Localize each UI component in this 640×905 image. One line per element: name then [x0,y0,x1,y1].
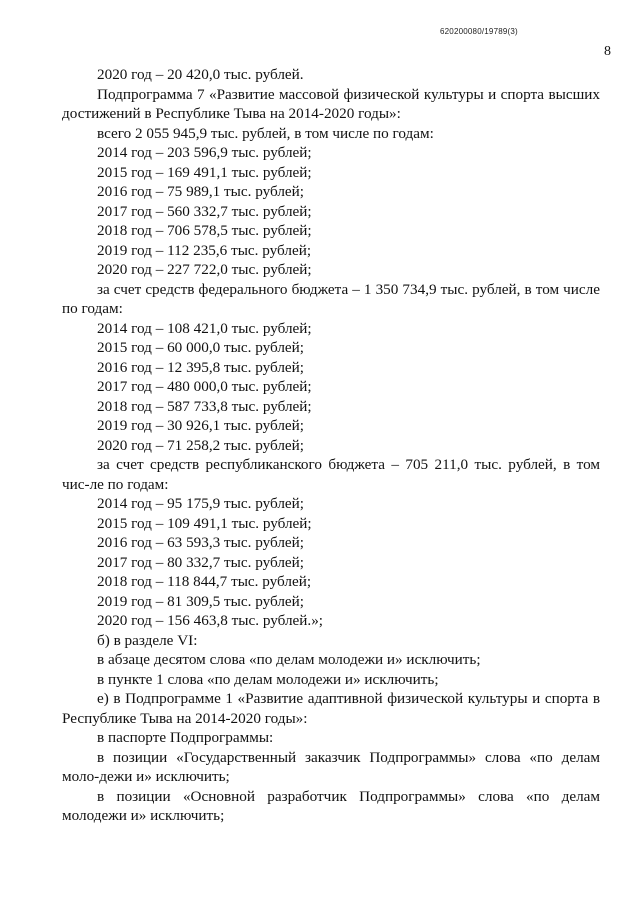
text-line: 2018 год – 118 844,7 тыс. рублей; [97,573,312,590]
text-line: 2016 год – 12 395,8 тыс. рублей; [97,358,305,376]
text-line: е) в Подпрограмме 1 «Развитие адаптивной физической культуры и спорта в Республике Тыва на 2014-2020 годы»: [62,690,600,727]
text-line: б) в разделе VI: [97,631,198,649]
text-line: 2017 год – 560 332,7 тыс. рублей; [97,202,312,220]
document-id: 620200080/19789(3) [440,27,518,36]
text-line: 2020 год – 20 420,0 тыс. рублей. [97,66,304,83]
text-line: 2016 год – 75 989,1 тыс. рублей; [97,183,305,200]
text-line: в позиции «Основной разработчик Подпрограммы» слова «по делам молодежи и» исключить; [62,787,600,824]
text-line: 2018 год – 706 578,5 тыс. рублей; [97,222,312,239]
text-line: 2020 год – 227 722,0 тыс. рублей; [97,261,312,278]
text-line: за счет средств федерального бюджета – 1 350 734,9 тыс. рублей, в том числе по годам: [62,280,600,317]
text-line: 2017 год – 480 000,0 тыс. рублей; [97,378,312,395]
text-line: 2017 год – 80 332,7 тыс. рублей; [97,553,305,571]
text-line: 2016 год – 63 593,3 тыс. рублей; [97,534,305,551]
text-line: в паспорте Подпрограммы: [97,729,274,746]
text-line: 2019 год – 112 235,6 тыс. рублей; [97,241,312,259]
text-line: 2014 год – 203 596,9 тыс. рублей; [97,144,312,161]
text-line: 2015 год – 169 491,1 тыс. рублей; [97,163,312,181]
text-line: в абзаце десятом слова «по делам молодежи и» исключить; [97,651,481,668]
text-line: 2018 год – 587 733,8 тыс. рублей; [97,397,312,415]
text-line: 2015 год – 109 491,1 тыс. рублей; [97,514,312,532]
text-line: всего 2 055 945,9 тыс. рублей, в том числе по годам: [97,124,434,142]
text-line: 2019 год – 81 309,5 тыс. рублей; [97,592,305,610]
text-line: 2015 год – 60 000,0 тыс. рублей; [97,339,305,356]
text-line: 2019 год – 30 926,1 тыс. рублей; [97,417,305,434]
text-line: в позиции «Государственный заказчик Подпрограммы» слова «по делам моло-дежи и» исключить; [62,748,600,785]
text-line: в пункте 1 слова «по делам молодежи и» исключить; [97,670,439,688]
page-number: 8 [604,44,611,59]
text-line: 2014 год – 108 421,0 тыс. рублей; [97,319,312,337]
text-line: за счет средств республиканского бюджета – 705 211,0 тыс. рублей, в том чис-ле по годам: [62,456,600,493]
text-line: 2020 год – 71 258,2 тыс. рублей; [97,436,305,454]
document-body [62,65,600,826]
text-line: 2014 год – 95 175,9 тыс. рублей; [97,495,305,512]
text-line: 2020 год – 156 463,8 тыс. рублей.»; [97,612,324,629]
text-line: Подпрограмма 7 «Развитие массовой физической культуры и спорта высших достижений в Республике Тыва на 2014-2020 годы»: [62,85,600,122]
